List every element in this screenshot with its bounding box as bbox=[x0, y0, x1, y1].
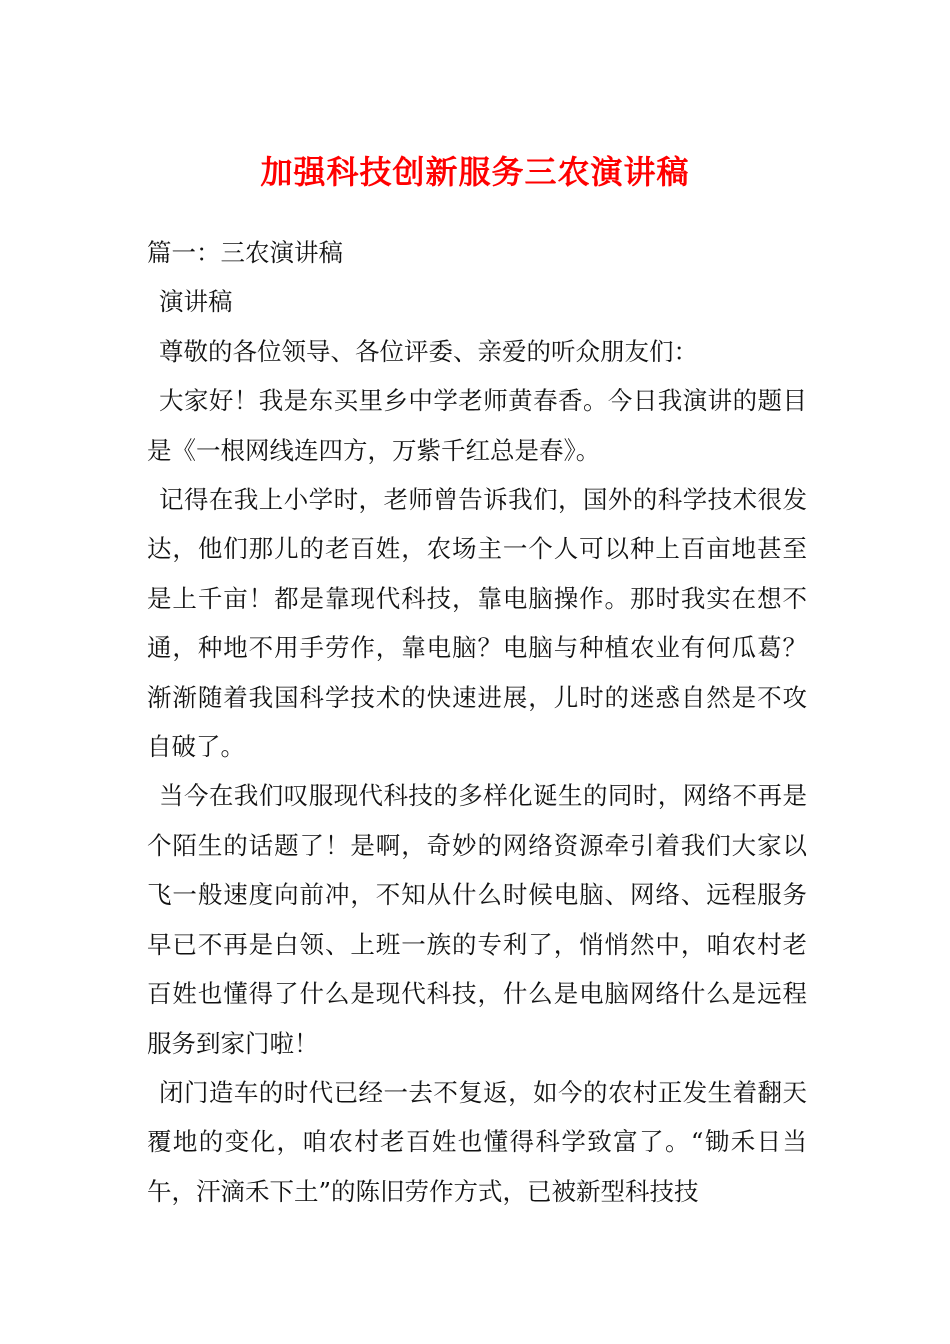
section-heading: 篇一：三农演讲稿 bbox=[147, 238, 343, 267]
paragraph: 尊敬的各位领导、各位评委、亲爱的听众朋友们： bbox=[159, 336, 698, 366]
paragraph: 记得在我上小学时，老师曾告诉我们，国外的科学技术很发达，他们那儿的老百姓，农场主一个人可以种上百亩地甚至是上千亩！都是靠现代科技，靠电脑操作。那时我实在想不通，种地不用手劳作，靠电脑？电脑与种植农业有何瓜葛？渐渐随着我国科学技术的快速进展，儿时的迷惑自然是不攻自破了。 bbox=[147, 485, 807, 762]
subheading: 演讲稿 bbox=[159, 287, 233, 317]
document-body bbox=[147, 228, 807, 1216]
document-title: 加强科技创新服务三农演讲稿 bbox=[260, 153, 690, 192]
paragraph: 闭门造车的时代已经一去不复返，如今的农村正发生着翻天覆地的变化，咱农村老百姓也懂得科学致富了。“锄禾日当午，汗滴禾下土”的陈旧劳作方式，已被新型科技技 bbox=[147, 1077, 807, 1206]
paragraph: 当今在我们叹服现代科技的多样化诞生的同时，网络不再是个陌生的话题了！是啊，奇妙的网络资源牵引着我们大家以飞一般速度向前冲，不知从什么时候电脑、网络、远程服务早已不再是白领、上班一族的专利了，悄悄然中，咱农村老百姓也懂得了什么是现代科技，什么是电脑网络什么是远程服务到家门啦！ bbox=[147, 781, 807, 1058]
paragraph: 大家好！我是东买里乡中学老师黄春香。今日我演讲的题目是《一根网线连四方，万紫千红总是春》。 bbox=[147, 386, 807, 465]
